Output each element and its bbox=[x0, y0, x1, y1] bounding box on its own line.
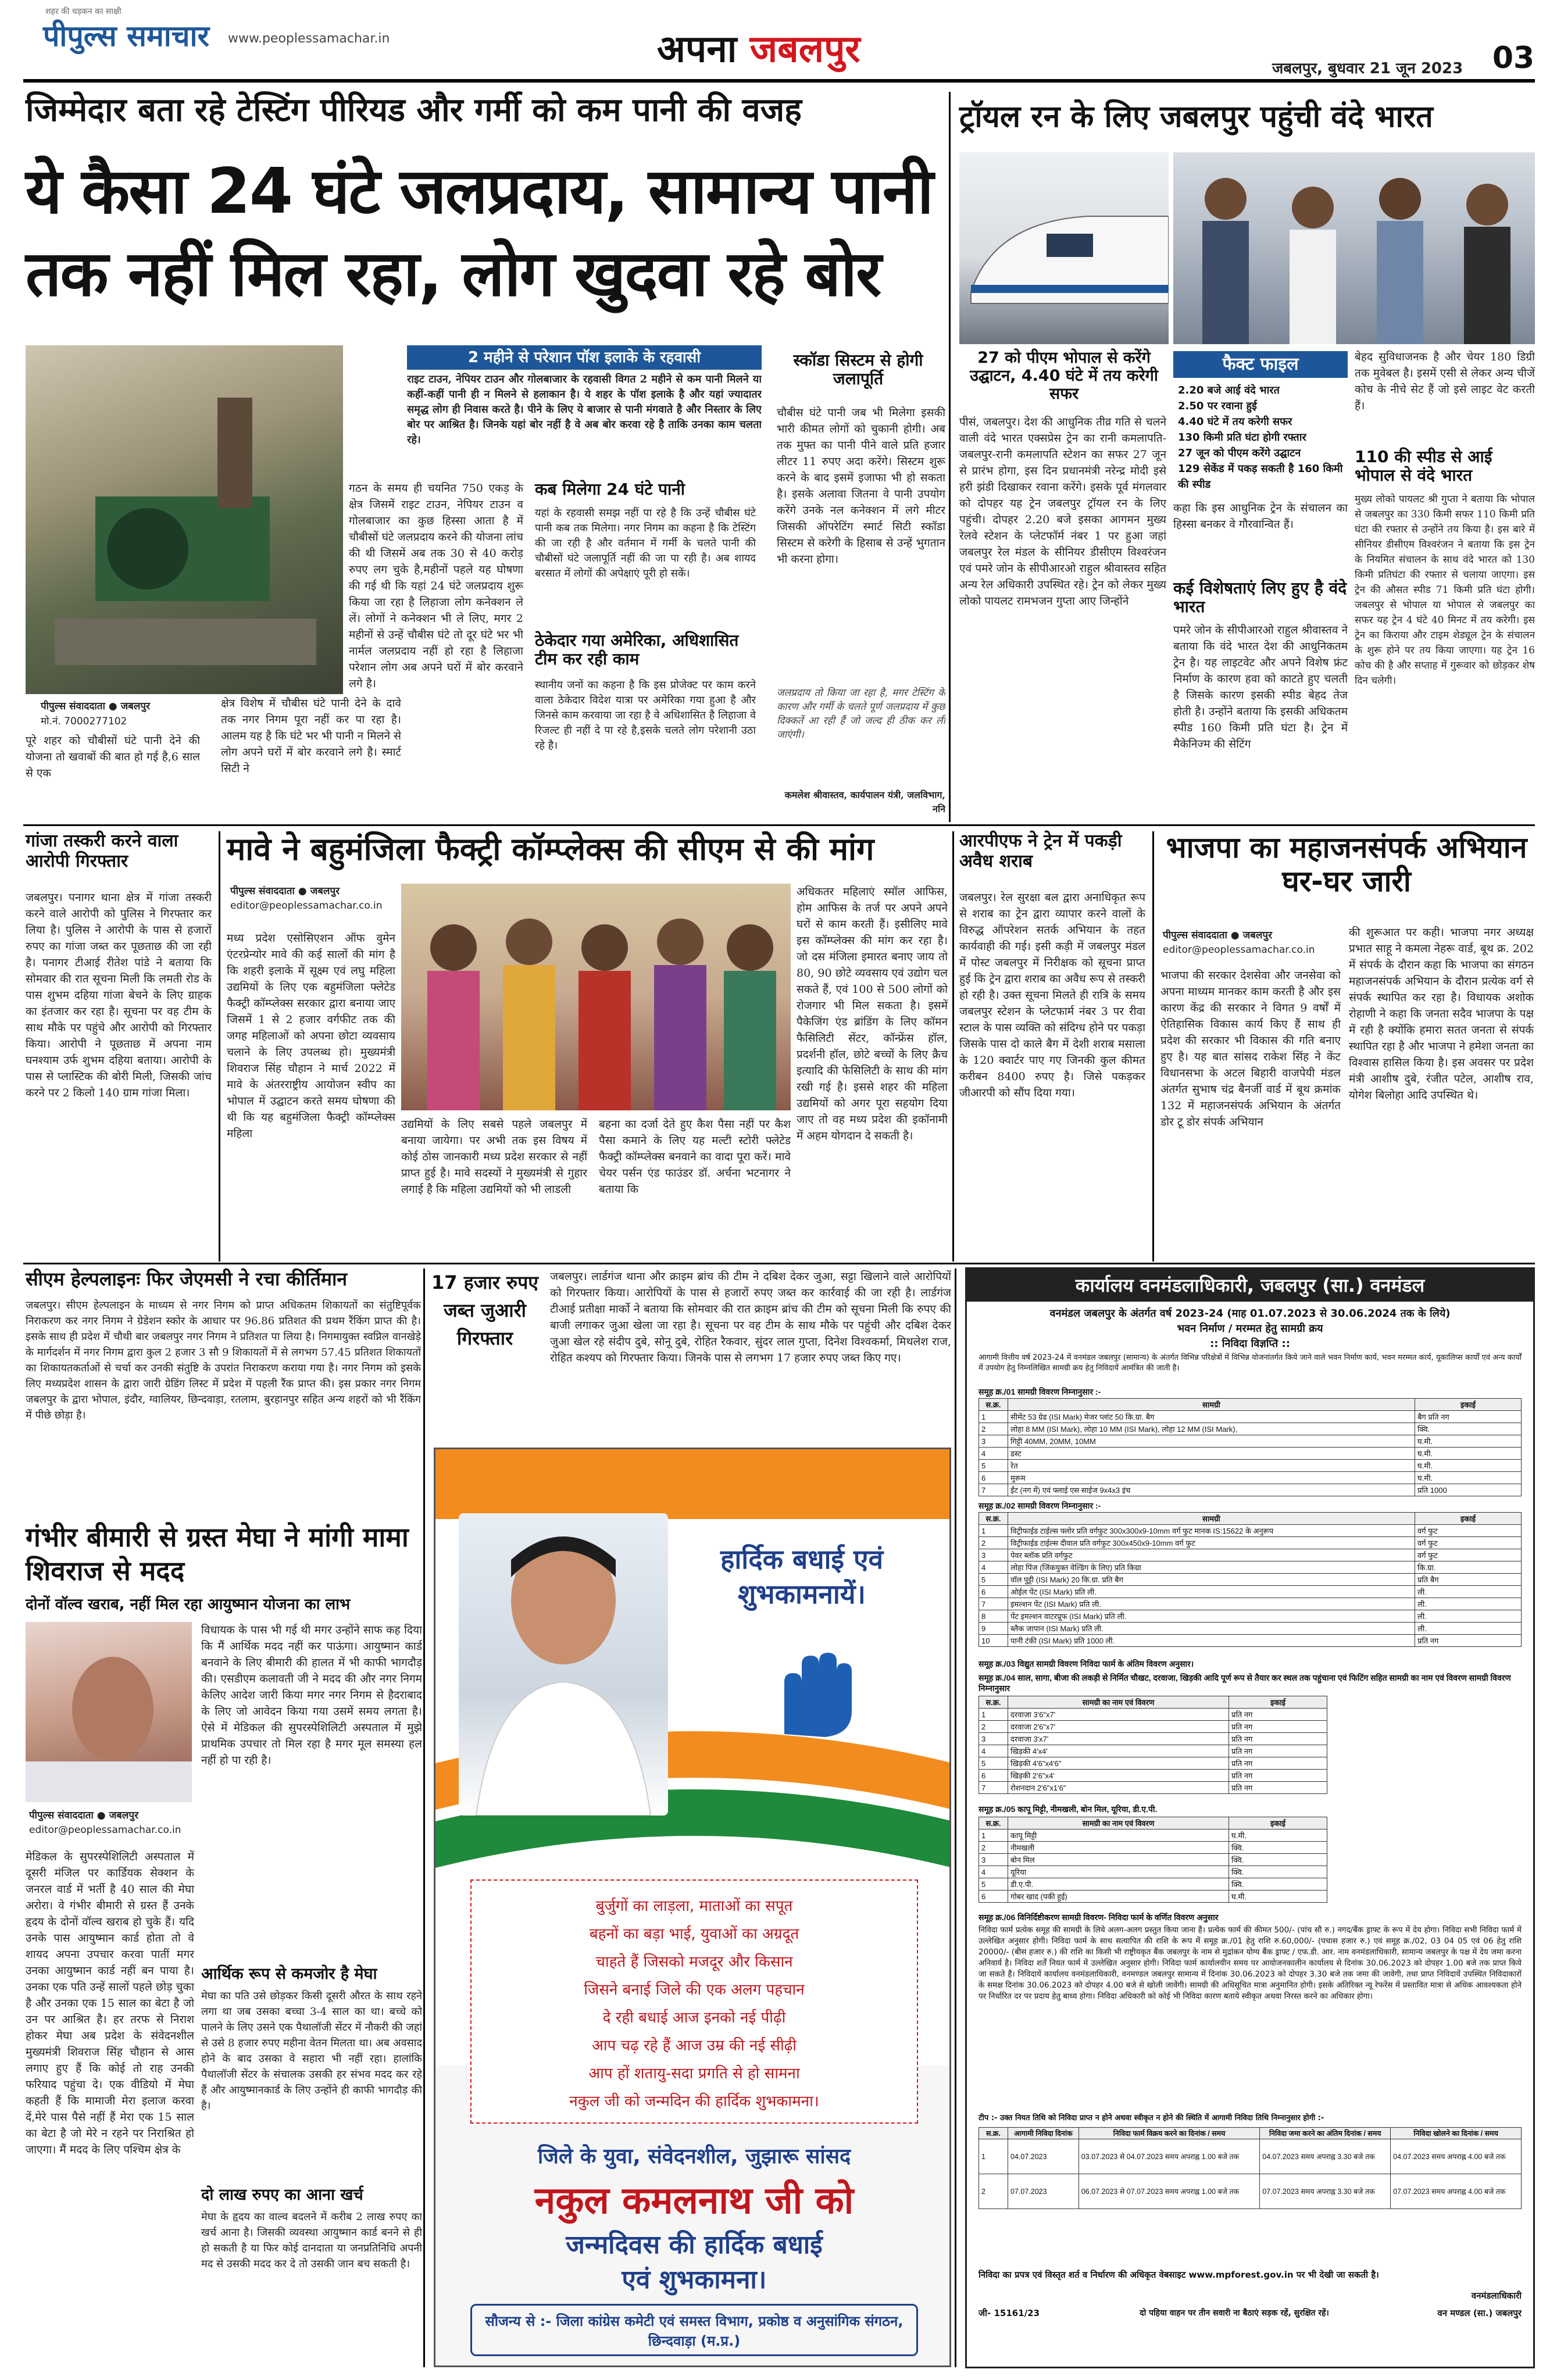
vande-sub2: कई विशेषताएं लिए हुए है वंदे भारत bbox=[1173, 578, 1347, 617]
tender-ref: जी- 15161/23 bbox=[979, 2308, 1040, 2318]
group1-title: समूह क्र./01 सामग्री विवरण निम्नानुसार :- bbox=[979, 1387, 1101, 1396]
table-row: 6 ओईल पेंट (ISI Mark) प्रति ली. ली. bbox=[979, 1586, 1522, 1598]
gamblers-box: 17 हजार रुपए जब्त जुआरी गिरफ्तार bbox=[431, 1271, 538, 1349]
group1-table bbox=[979, 1398, 1522, 1496]
table-row: 3 गिट्टी 40MM, 20MM, 10MM घ.मी. bbox=[979, 1435, 1522, 1448]
table-row: 6 गोबर खाद (पकी हुई) घ.मी. bbox=[979, 1891, 1327, 1903]
lead-phone: मो.नं. 7000277102 bbox=[41, 716, 127, 727]
table-row: 2 नीमखली क्वि. bbox=[979, 1842, 1327, 1854]
vande-photo-train bbox=[959, 152, 1169, 344]
group6-title: समूह क्र./06 विनिर्दिष्टीकरण सामग्री विवरण- निविदा फार्म के वर्णित विवरण अनुसार bbox=[979, 1913, 1219, 1922]
vande-sub3: 110 की स्पीड से आई भोपाल से वंदे भारत bbox=[1355, 447, 1492, 485]
table-row: 4 डस्ट घ.मी. bbox=[979, 1448, 1522, 1460]
tender-line2: भवन निर्माण / मरम्मत हेतु सामग्री क्रय bbox=[1177, 1323, 1323, 1335]
poem-line: दे रही बधाई आज इनको नई पीढ़ी bbox=[602, 2009, 786, 2027]
lead-sub2-text: स्थानीय जनों का कहना है कि इस प्रोजेक्ट पर काम करने वाला ठेकेदार विदेश यात्रा पर अमेरिका गया हुआ है और जिनसे काम करवाया जा रहा है वे अधिशासित है लिहाजा वे रिजल्ट ही नहीं दे पा रहे है,इसके चलते लोग परेशानी उठा रहे है। bbox=[535, 679, 756, 752]
rule-rpf bbox=[1152, 831, 1154, 1262]
birthday-ad bbox=[434, 1448, 951, 2367]
poem-line: बहनों का बड़ा भाई, युवाओं का अग्रदूत bbox=[589, 1925, 799, 1943]
group5-table bbox=[979, 1817, 1327, 1903]
bjp-byline: पीपुल्स संवाददाता ● जबलपुर bbox=[1163, 930, 1273, 941]
rule-mid2 bbox=[23, 1263, 1535, 1264]
table-row: 5 डी.ए.पी. क्वि. bbox=[979, 1878, 1327, 1891]
table-row: 6 मुरूम घ.मी. bbox=[979, 1472, 1522, 1484]
fact-item: 2.50 पर रवाना हुई bbox=[1178, 400, 1257, 412]
newspaper-logo[interactable]: पीपुल्स समाचार bbox=[43, 19, 209, 53]
vande-text5: मुख्य लोको पायलट श्री गुप्ता ने बताया कि भोपाल से जबलपुर का 330 किमी सफर 110 किमी प्रति घंटा की रफ्तार से उन्होंने तय किया है। इस बारे में सीनियर डीसीएम विश्वरंजन ने बताया कि इस ट्रेन के नियमित संचालन के साथ वंदे भारत को 130 किमी प्रतिघंटा की रफ्तार से चलाया जाएगा। इस ट्रेन की औसत स्पीड 71 किमी प्रति घंटा होगी। जबलपुर से भोपाल या भोपाल से जबलपुर का सफर यह ट्रेन 4 घंटे 40 मिनट में तय करेगी। इस ट्रेन का किराया और टाइम शेड्यूल ट्रेन के संचालन के शुरू होने पर तय किया जाएगा। यह ट्रेन 16 कोच की है और सप्ताह में गुरूवार को छोड़कर शेष दिन चलेगी। bbox=[1355, 494, 1535, 687]
page-number: 03 bbox=[1487, 41, 1540, 76]
officials-illustration bbox=[1173, 152, 1535, 344]
skoda-text: चौबीस घंटे पानी जब भी मिलेगा इसकी भारी कीमत लोगों को चुकानी होगी। अब तक मुफ्त का पानी पीने वाले प्रति हजार लीटर 11 रुपए अदा करेंगे। सिस्टम शुरू करने के बाद इसमें इजाफा भी हो सकता है। इसके अलावा जितना वे पानी उपयोग करेंगे उनके नल कनेक्शन में लगे मीटर जिसकी ऑपरेटिंग स्मार्ट सिटी स्कॉडा सिस्टम से करेगी के हिसाब से उन्हें भुगतान भी करना होगा। bbox=[777, 406, 945, 566]
masthead-rule bbox=[23, 79, 1535, 83]
tender-note: टीप :- उक्त नियत तिथि को निविदा प्राप्त न होने अथवा स्वीकृत न होने की स्थिति में आगामी निविदा तिथि निम्नानुसार होगी :- bbox=[979, 2114, 1324, 2122]
logo-tagline: शहर की धड़कन का साक्षी bbox=[45, 7, 122, 16]
ad-line2: जन्मदिवस की हार्दिक बधाई bbox=[566, 2230, 823, 2260]
group4-header: स.क्र. सामग्री का नाम एवं विवरण इकाई bbox=[979, 1696, 1327, 1709]
group3-title: समूह क्र./03 विद्युत सामग्री विवरण निविदा फार्म के अंतिम विवरण अनुसार। bbox=[979, 1659, 1194, 1668]
megha-sub3: दो लाख रुपए का आना खर्च bbox=[201, 2186, 363, 2204]
mave-headline: मावे ने बहुमंजिला फैक्ट्री कॉम्प्लेक्स की सीएम से की मांग bbox=[227, 831, 874, 867]
table-row: 10 पानी टंकी (ISI Mark) प्रति 1000 ली. प्रति नग bbox=[979, 1635, 1522, 1647]
ad-poem-box bbox=[470, 1879, 918, 2124]
fact-item: 129 सेकेंड में पकड़ सकती है 160 किमी की स्पीड bbox=[1178, 463, 1343, 491]
tender-slogan: दो पहिया वाहन पर तीन सवारी ना बैठाएं सड़क रहें, सुरक्षित रहें। bbox=[1140, 2308, 1329, 2318]
table-row: 7 रोशनदान 2'6"x1'6" प्रति नग bbox=[979, 1782, 1327, 1794]
table-row: 3 दरवाजा 3'x7' प्रति नग bbox=[979, 1733, 1327, 1745]
table-row: 3 पेवर ब्लॉक प्रति वर्गफुट वर्ग फुट bbox=[979, 1549, 1522, 1561]
table-row: 6 खिड़की 2'6"x4' प्रति नग bbox=[979, 1770, 1327, 1782]
table-row: 5 वॉल पुट्टी (ISI Mark) 20 कि.ग्रा. प्रति बैग प्रति बैग bbox=[979, 1574, 1522, 1586]
rpf-text: जबलपुर। रेल सुरक्षा बल द्वारा अनाधिकृत रूप से शराब का ट्रेन द्वारा व्यापार करने वालों के विरुद्ध ऑपरेशन सतर्क अभियान के तहत कार्यवाही की गई। इसी कड़ी में जबलपुर मंडल में पोस्ट जबलपुर में निरीक्षक को सूचना प्राप्त हुई कि ट्रेन द्वारा शराब का अवैध रूप से तस्करी हो रही है। उक्त सूचना मिलते ही रात्रि के समय जबलपुर स्टेशन के प्लेटफार्म नंबर 3 पर रीवा स्टाल के पास व्यक्ति को संदिग्ध होने पर पकड़ा जिसके पास दो काले बैग में देशी शराब मसाला के 120 क्वार्टर पाए गए जिनकी कुल कीमत करीबन 8400 रुपए है। जिसे पकड़कर जीआरपी को सौंप दिया गया। bbox=[959, 891, 1145, 1099]
lead-headline-line1: ये कैसा 24 घंटे जलप्रदाय, सामान्य पानी bbox=[26, 155, 933, 228]
section-title-a: अपना bbox=[657, 28, 737, 71]
tender-notice bbox=[965, 1267, 1535, 2368]
table-row: 2 लोहा 8 MM (ISI Mark), लोहा 10 MM (ISI Mark), लोहा 12 MM (ISI Mark), क्वि. bbox=[979, 1423, 1522, 1435]
ad-line1: जिले के युवा, संवेदनशील, जुझारू सांसद bbox=[537, 2145, 851, 2168]
ganja-text: जबलपुर। पनागर थाना क्षेत्र में गांजा तस्करी करने वाले आरोपी को पुलिस ने गिरफ्तार कर लिया है। पुलिस ने आरोपी के पास से हजारों रुपए का गांजा जब्त कर पूछताछ की जा रही है। पनागर टीआई रीतेश पांडे ने बताया कि सोमवार की रात सूचना मिली कि लमती रोड के पास शुभम दहिया गांजा बेचने के लिए ग्राहक का इंतजार कर रहा है। सूचना पर वह टीम के साथ मौके पर पहुंचे और आरोपी को गिरफ्तार किया। आरोपी ने पूछताछ में अपना नाम घनश्याम उर्फ शुभम दहिया बताया। आरोपी के पास से प्लास्टिक की बोरी मिली, जिसकी जांच करने पर 2 किलो 140 ग्राम गांजा मिला। bbox=[26, 891, 212, 1099]
table-row: 5 रेत घ.मी. bbox=[979, 1460, 1522, 1472]
table-row: 7 इमल्शन पेंट (ISI Mark) प्रति ली. ली. bbox=[979, 1598, 1522, 1610]
section-title-b: जबलपुर bbox=[749, 28, 860, 71]
tender-sign1: वनमंडलाधिकारी bbox=[1471, 2290, 1522, 2301]
group-illustration bbox=[401, 884, 791, 1110]
megha-photo bbox=[26, 1622, 192, 1802]
dates-header: स.क्र. आगामी निविदा दिनांक निविदा फार्म विक्रय करने का दिनांक / समय निविदा जमा करने का अंतिम दिनांक / समय निविदा खोलने का दिनांक / समय bbox=[979, 2128, 1522, 2139]
table-row: 8 पेंट इमल्शन वाटरप्रूफ (ISI Mark) प्रति ली. ली. bbox=[979, 1610, 1522, 1623]
table-row: 1 सीमेंट 53 ग्रेड (ISI Mark) मेजर प्लांट 50 कि.ग्रा. बैग बैग प्रति नग bbox=[979, 1411, 1522, 1423]
patient-illustration bbox=[26, 1622, 192, 1802]
megha-sub: दोनों वॉल्व खराब, नहीं मिल रहा आयुष्मान योजना का लाभ bbox=[26, 1596, 351, 1613]
lead-sub2: ठेकेदार गया अमेरिका, अधिशासित टीम कर रही काम bbox=[535, 631, 739, 669]
cm-text: जबलपुर। सीएम हेल्पलाइन के माध्यम से नगर निगम को प्राप्त अधिकतम शिकायतों का संतुष्टिपूर्वक निराकरण कर नगर निगम ने ग्रेडेशन स्कोर के आधार पर 96.86 प्रतिशत की प्रथम रैंकिंग प्राप्त की है। इसके साथ ही प्रदेश में चौथी बार जबलपुर नगर निगम ने प्रतिशत पा लिया है। निगमायुक्त स्वप्निल वानखेड़े के मार्गदर्शन में नगर निगम द्वारा कुल 2 हजार 3 सौ 9 शिकायतों में से लगभग 57.45 प्रतिशत शिकायतों का शिकायतकर्ताओं से चर्चा कर उनकी संतुष्टि के उपरांत निराकरण कराया गया है। नगर निगम को इसके लिए मध्यप्रदेश शासन के द्वारा जारी ग्रेडिंग लिस्ट में प्रदेश में पहली रैंक प्राप्त की। इस प्रकार नगर निगम जबलपुर के द्वारा भोपाल, इंदौर, ग्वालियर, छिन्दवाड़ा, रतलाम, बुरहानपुर सहित अन्य शहरों को भी रैंकिंग में पीछे छोड़ा है। bbox=[26, 1299, 421, 1421]
megha-sub2: आर्थिक रूप से कमजोर है मेघा bbox=[201, 1965, 377, 1983]
table-row: 9 ब्लैक जापान (ISI Mark) प्रति ली. ली. bbox=[979, 1623, 1522, 1635]
poem-line: चाहते हैं जिसको मजदूर और किसान bbox=[595, 1953, 793, 1971]
mave-text2: उद्यमियों के लिए सबसे पहले जबलपुर में बनाया जायेगा। पर अभी तक इस विषय में कोई ठोस जानकारी मध्य प्रदेश सरकार से नहीं प्राप्त हुई है। मावे सदस्यों ने मुख्यमंत्री से गुहार लगाई है कि महिला उद्यमियों को भी लाडली bbox=[401, 1118, 587, 1196]
bjp-email[interactable]: editor@peoplessamachar.co.in bbox=[1163, 944, 1315, 956]
group5-title: समूह क्र./05 कापू मिट्टी, नीमखली, बोन मिल, यूरिया, डी.ए.पी. bbox=[979, 1804, 1158, 1814]
poem-line: आप चढ़ रहे हैं आज उम्र की नई सीढ़ी bbox=[591, 2037, 797, 2054]
ad-portrait bbox=[459, 1513, 668, 1816]
mave-text3: बहना का दर्जा देते हुए कैश पैसा नहीं पर कैश पैसा कमाने के लिए यह मल्टी स्टोरी फ्लेटेड फैक्ट्री कॉम्प्लेक्स बनवाने का वादा पूरा करें। मावे चेयर पर्सन एंड फाउंडर डॉ. अर्चना भटनागर ने बताया कि bbox=[599, 1118, 791, 1196]
tender-office: कार्यालय वनमंडलाधिकारी, जबलपुर (सा.) वनमंडल bbox=[967, 1269, 1533, 1302]
bjp-headline: भाजपा का महाजनसंपर्क अभियान घर-घर जारी bbox=[1166, 831, 1527, 898]
lead-col2: क्षेत्र विशेष में चौबीस घंटे पानी देने के दावे तक नगर निगम पूरा नहीं कर पा रहा है। आलम यह है कि घंटे भर भी पानी न मिलने से लोग अपने घरों में बोर करवाने लगे है। स्मार्ट सिटी ने bbox=[221, 697, 401, 775]
vande-text4: बेहद सुविधाजनक है और चेयर 180 डिग्री तक मुवेबल है। इसमें एसी से लेकर अन्य चीजें कोच के नीचे सेट हैं जो इसे लाइट वेट करती हैं। bbox=[1355, 351, 1535, 412]
portrait-illustration bbox=[459, 1513, 668, 1816]
dates-table bbox=[979, 2127, 1522, 2209]
mave-text1: मध्य प्रदेश एसोसिएशन ऑफ वुमेन एंटरप्रेन्योर मावे की कई सालों की मांग है कि शहरी इलाके में सूक्ष्म एवं लघु महिला उद्यमियों के लिए एक बहुमंजिला फ्लेटेड फैक्ट्री कॉम्प्लेक्स सरकार द्वारा बनाया जाए जिसमें 1 से 2 हजार वर्गफीट तक की जगह महिलाओं को अपना छोटा व्यवसाय चलाने के लिए उपलब्ध हो। मुख्यमंत्री शिवराज सिंह चौहान ने मार्च 2022 में मावे के अंतरराष्ट्रीय आयोजन स्वीप का भोपाल में उद्घाटन करते समय घोषणा की थी कि यह बहुमंजिला फैक्ट्री कॉम्प्लेक्स महिला bbox=[227, 932, 395, 1140]
megha-text1: मेडिकल के सुपरस्पेशिलिटी अस्पताल में दूसरी मंजिल पर कार्डियक सेक्शन के जनरल वार्ड में भर्ती है 40 साल की मेघा अरोरा। वे गंभीर बीमारी से ग्रस्त हैं उनके हृदय के दोनों वॉल्व खराब हो चुके हैं। यदि उनके पास आयुष्मान कार्ड होता तो वे शायद अपना उपचार करवा पातीं मगर उनका आयुष्मान कार्ड नहीं बन पाया है। उनका एक पति उन्हें सालों पहले छोड़ चुका है और उनका एक 15 साल का बेटा है जो उन पर आश्रित है। हर तरफ से निराश होकर मेघा अब प्रदेश के संवेदनशील मुख्यमंत्री शिवराज सिंह चौहान से आस लगाए हुए हैं कि कोई तो राह उनकी फरियाद पहुंचा दे। एक वीडियो में मेघा कहती हैं कि मामाजी मेरा इलाज करवा दें,मेरे पास पैसे नहीं हैं मेरा एक 15 साल का बेटा है जो मेरे न रहने पर निराश्रित हो जाएगा। मैं मदद के लिए पश्चिम क्षेत्र के bbox=[26, 1850, 194, 2156]
bjp-text2: की शुरूआत पर कही। भाजपा नगर अध्यक्ष प्रभात साहू ने कमला नेहरू वार्ड, बूथ क्र. 202 में संपर्क के दौरान कहा कि भाजपा का संगठन महाजनसंपर्क अभियान के दौरान प्रत्येक वर्ग से संपर्क स्थापित कर रहा है। विधायक अशोक रोहाणी ने कहा कि जनता सदैव भाजपा के पक्ष में रही है क्योंकि हमारा सतत जनता से संपर्क स्थापित रहा है और भाजपा ने हमेशा जनता का विश्वास हासिल किया है। इस अवसर पर प्रदेश मंत्री आशीष दुबे, रंजीत पटेल, आशीष राव, योगेश बिलोहा आदि उपस्थित थे। bbox=[1349, 926, 1534, 1102]
vande-text2: कहा कि इस आधुनिक ट्रेन के संचालन का हिस्सा बनकर वे गौरवान्वित हैं। bbox=[1173, 502, 1348, 531]
table-row: 1 विट्रीफाईड टाईल्स फ्लोर प्रति वर्गफुट 300x300x9-10mm वर्ग फुट मानक IS:15622 के अनुरूप वर्ग फुट bbox=[979, 1525, 1522, 1537]
lead-band-title: 2 महीने से परेशान पॉश इलाके के रहवासी bbox=[407, 345, 762, 370]
hand-symbol-icon bbox=[749, 1641, 866, 1740]
poem-line: आप हों शतायु-सदा प्रगति से हो सामना bbox=[588, 2065, 800, 2082]
ad-greeting: हार्दिक बधाई एवं शुभकामनायें। bbox=[720, 1543, 884, 1610]
lead-headline-line2: तक नहीं मिल रहा, लोग खुदवा रहे बोर bbox=[26, 238, 881, 310]
tender-intro: आगामी वित्तीय वर्ष 2023-24 में वनमंडल जबलपुर (सामान्य) के अंतर्गत विभिन्न परिक्षेत्रों में विभिन्न योजनांतर्गत किये जाने वाले भवन निर्माण कार्य, भवन मरम्मत कार्य, यूकालिप्स कार्यों एवं अन्य कार्यों में उपयोग हेतु निम्नलिखित सामग्री क्रय हेतु निविदायें आमंत्रित की जाती है। bbox=[979, 1353, 1522, 1373]
group2-title: समूह क्र./02 सामग्री विवरण निम्नानुसार :- bbox=[979, 1501, 1101, 1510]
tender-sign2: वन मण्डल (सा.) जबलपुर bbox=[1437, 2308, 1522, 2318]
fact-item: 4.40 घंटे में तय करेगी सफर bbox=[1178, 416, 1292, 428]
bjp-text1: भाजपा की सरकार देशसेवा और जनसेवा को अपना माध्यम मानकर काम करती है और इस कारण केंद्र की सरकार ने विगत 9 वर्षों में ऐतिहासिक विकास कार्य किए हैं साथ ही प्रदेश की सरकार भी विकास की गति बनाए हुए है। यह बात सांसद राकेश सिंह ने केंट विधानसभा के अटल बिहारी वाजपेयी मंडल अंतर्गत सुभाष चंद्र बैनर्जी वार्ड में बूथ क्रमांक 132 में महाजनसंपर्क अभियान के अंतर्गत डोर टू डोर संपर्क अभियान bbox=[1160, 969, 1341, 1128]
ad-sponsor: सौजन्य से :- जिला कांग्रेस कमेटी एवं समस्त विभाग, प्रकोष्ठ व अनुसांगिक संगठन, छिन्दवाड़ा (म.प्र.) bbox=[470, 2304, 918, 2356]
fact-file-title: फैक्ट फाइल bbox=[1173, 351, 1348, 378]
tender-line1: वनमंडल जबलपुर के अंतर्गत वर्ष 2023-24 (माह 01.07.2023 से 30.06.2024 तक के लिये) bbox=[1049, 1307, 1451, 1320]
table-row: 4 यूरिया क्वि. bbox=[979, 1866, 1327, 1878]
cm-headline: सीएम हेल्पलाइनः फिर जेएमसी ने रचा कीर्तिमान bbox=[26, 1268, 347, 1290]
fact-item: 27 जून को पीएम करेंगे उद्घाटन bbox=[1178, 447, 1301, 459]
lead-col1: पूरे शहर को चौबीसों घंटे पानी देने की योजना तो खवाबों की बात हो गई है,6 साल से एक bbox=[26, 734, 200, 780]
lead-kicker: जिम्मेदार बता रहे टेस्टिंग पीरियड और गर्मी को कम पानी की वजह bbox=[26, 91, 802, 129]
skoda-headline: स्कॉडा सिस्टम से होगी जलापूर्ति bbox=[793, 351, 923, 389]
lead-band-text: राइट टाउन, नेपियर टाउन और गोलबाजार के रहवासी विगत 2 महीने से कम पानी मिलने या कहीं-कहीं पानी ही न मिलने से हलाकान है। ये शहर के पॉश इलाके है और यहां ज्यादातर समृद्ध लोग ही निवास करते है। पीने के लिए ये बाजार से पानी मंगवाते है और निस्तार के लिए बोर पर आश्रित है। जिनके यहां बोर नहीं है वे अब बोर करवा रहे है ताकि उनका काम चलता रहे। bbox=[407, 373, 762, 446]
tender-website[interactable]: निविदा का प्रपत्र एवं विस्तृत शर्त व निर्धारण की अधिकृत वेबसाइट www.mpforest.gov.in पर भी देखी जा सकती है। bbox=[979, 2270, 1379, 2280]
megha-text3: मेघा का पति उसे छोड़कर किसी दूसरी औरत के साथ रहने लगा था जब उसका बच्चा 3-4 साल का था। बच्चे को पालने के लिए उसने एक पैथालॉजी सेंटर में नौकरी की जहां से उसे 8 हजार रुपए महीना वेतन मिलता था। अब अवसाद होने के बाद उसका वे सहारा भी नहीं रहा। हालांकि पैथालॉजी सेंटर के संचालक उसकी हर संभव मदद कर रहे हैं और आयुष्मानकार्ड के लिए उन्होंने ही काफी भागदौड़ की है। bbox=[201, 1990, 422, 2112]
megha-text4: मेघा के हृदय का वाल्व बदलने में करीब 2 लाख रुपए का खर्च आना है। जिसकी व्यवस्था आयुष्मान कार्ड बनने से ही हो सकती है या फिर कोई दानदाता या जनप्रतिनिधि अपनी मद से उसकी मदद कर दे तो उसकी जान बच सकती है। bbox=[201, 2211, 422, 2270]
issue-date: जबलपुर, बुधवार 21 जून 2023 bbox=[1272, 60, 1463, 77]
group4-table bbox=[979, 1696, 1327, 1794]
rule-ad-right bbox=[955, 1268, 956, 2367]
vande-text: पीसं, जबलपुर। देश की आधुनिक तीव्र गति से चलने वाली वंदे भारत एक्सप्रेस ट्रेन का रानी कमलापति-जबलपुर-रानी कमलापति स्टेशन का सफर 27 जून से प्रारंभ होगा, इस दिन प्रधानमंत्री नरेन्द्र मोदी इसे हरी झंडी दिखाकर रवाना करेंगे। इसके पूर्व मंगलवार को दोपहर यह ट्रेन जबलपुर ट्रॉयल रन के लिए पहुंची। दोपहर 2.20 बजे इसका आगमन मुख्य रेलवे स्टेशन के प्लेटफॉर्म नंबर 1 पर हुआ जहां जबलपुर रेल मंडल के सीनियर डीसीएम विश्वरंजन एवं पमरे जोन के सीपीआरओ राहुल श्रीवास्तव सहित अन्य रेल अधिकारी उपस्थित रहे। ट्रेन को लेकर मुख्य लोको पायलट रामभजन गुप्ता आए जिन्होंने bbox=[959, 416, 1166, 607]
quote-text: जलप्रदाय तो किया जा रहा है, मगर टेस्टिंग के कारण और गर्मी के चलते पूर्ण जलप्रदाय में कुछ दिक्कतें आ रही हैं जो जल्द ही ठीक कर ली जाएंगी। bbox=[777, 687, 945, 741]
lead-col3: गठन के समय ही चयनित 750 एकड़ के क्षेत्र जिसमें राइट टाउन, नेपियर टाउन व गोलबाजार का कुछ हिस्सा आता है में चौबीसों घंटे जलप्रदाय करने की योजना लांच की थी जिसमें अब तक 30 से 40 करोड़ रुपए लग चुके है,महीनों पहले यह घोषणा की गई थी कि यहां 24 घंटे जलप्रदाय शुरू किया जा रहा है लिहाजा लोग कनेक्शन ले लें। लोगों ने कनेक्शन भी ले लिए, मगर 2 महीनों से उन्हें चौबीस घंटे तो दूर घंटे भर भी नार्मल जलप्रदाय नहीं हो रहा है लिहाजा परेशान लोग अब अपने घरों में बोर करवाने लगे है। bbox=[349, 482, 523, 690]
poem-line: जिसने बनाई जिले की एक अलग पहचान bbox=[584, 1981, 805, 1999]
megha-headline: गंभीर बीमारी से ग्रस्त मेघा ने मांगी मामा शिवराज से मदद bbox=[26, 1521, 409, 1586]
group1-header: स.क्र. सामग्री इकाई bbox=[979, 1399, 1522, 1411]
tender-line3: :: निविदा विज्ञप्ति :: bbox=[1210, 1338, 1290, 1350]
group5-header: स.क्र. सामग्री का नाम एवं विवरण इकाई bbox=[979, 1817, 1327, 1829]
mave-photo-group bbox=[401, 884, 791, 1110]
group6-text: निविदा फार्म प्रत्येक समूह की सामग्री के लिये अलग-अलग प्रस्तुत किया जाना है। प्रत्येक फार्म की कीमत 500/- (पांच सौ रु.) नगद/बैंक ड्राफ्ट के रूप में देय होगा। निविदा सभी निविदा फार्म में उल्लेखित अनुसार होगी। निविदा फार्म के साथ सत्यापित की राशि के रूप में समूह क्र./01 हेतु राशि रु.60,000/- (पचास हजार रु.) एवं समूह क्र./02, 03 04 05 एवं 06 हेतु राशि 20000/- (बीस हजार रु.) की राशि का किसी भी राष्ट्रीयकृत बैंक जबलपुर के नाम से मुद्रांकन योग्य बैंक ड्राफ्ट / एफ.डी. आर. नाम वनमंडलाधिकारी, सामान्य जबलपुर के पक्ष में देय जमा करना अनिवार्य है। निविदा शर्तें नियत फार्म में उल्लेखित अनुसार होगी। निविदा फार्म कार्यालयीन समय पर आयोजनकालीन कार्यालय से दिनांक 30.06.2023 को दोपहर 1.00 बजे तक प्राप्त किये जा सकते हैं। निविदायें कार्यालय वनमंडलाधिकारी, वनमण्डल जबलपुर सामान्य में दिनांक 30.06.2023 को दोपहर 3.30 बजे तक जमा की जावेगी, तथा प्राप्त निविदायें उपस्थित निविदाकारों के समक्ष दिनांक 30.06.2023 को दोपहर 4.00 बजे से खोली जावेंगी। सामग्री की अधिसूचित मात्रा अनुमानित होगी। इसके अतिरिक्त न्यू रेफरेंस में प्रस्तावित मात्रा से अधिक आवश्यकता होने पर निर्धारित दर पर प्रदाय हेतु बाध्य होगा। निविदा अधिकारी को कोई भी निविदा कारण बताये स्वीकृत अथवा निरस्त करने का अधिकार होगा। bbox=[979, 1925, 1522, 2001]
table-row: 2 दरवाजा 2'6"x7' प्रति नग bbox=[979, 1721, 1327, 1733]
quote-author: कमलेश श्रीवास्तव, कार्यपालन यंत्री, जलविभाग, ननि bbox=[784, 789, 945, 814]
ad-name: नकुल कमलनाथ जी को bbox=[534, 2179, 854, 2222]
fact-item: 2.20 बजे आई वंदे भारत bbox=[1178, 384, 1280, 396]
group4-title: समूह क्र./04 साल, सागा, बीजा की लकड़ी से निर्मित चौखट, दरवाजा, खिड़की आदि पूर्ण रूप से तैयार कर स्थल तक पहुंचाना एवं फिटिंग सहित सामग्री का नाम एवं विवरण सामग्री विवरण निम्नानुसार bbox=[979, 1673, 1511, 1693]
table-row: 2 07.07.2023 06.07.2023 से 07.07.2023 समय अपराह्न 1.00 बजे तक 07.07.2023 समय अपराह्न 3.30 बजे तक 07.07.2023 समय अपराह्न 4.00 बजे तक bbox=[979, 2174, 1522, 2209]
mave-email[interactable]: editor@peoplessamachar.co.in bbox=[230, 900, 383, 912]
lead-sub1-text: यहां के रहवासी समझ नहीं पा रहे है कि उन्हें चौबीस घंटे पानी कब तक मिलेगा। नगर निगम का कहना है कि टेस्टिंग की जा रही है और वर्तमान में गर्मी के चलते पानी की चौबीसों घंटे जलापूर्ति नहीं की जा पा रही है। अब शायद बरसात में लोगों की अपेक्षाएं पूरी हो सकें। bbox=[535, 507, 756, 580]
fact-list bbox=[1178, 383, 1347, 492]
group2-header: स.क्र. सामग्री इकाई bbox=[979, 1513, 1522, 1525]
train-illustration bbox=[959, 152, 1169, 344]
rule-left-block bbox=[423, 1268, 425, 2367]
rpf-headline: आरपीएफ ने ट्रेन में पकड़ी अवैध शराब bbox=[959, 831, 1122, 871]
rule-ganja bbox=[219, 831, 220, 1262]
fact-item: 130 किमी प्रति घंटा होगी रफ्तार bbox=[1178, 431, 1306, 444]
megha-email[interactable]: editor@peoplessamachar.co.in bbox=[29, 1824, 181, 1836]
pump-illustration bbox=[26, 345, 343, 694]
masthead bbox=[0, 0, 1557, 78]
poem-line: बुर्जुगों का लाड़ला, माताओं का सपूत bbox=[595, 1897, 793, 1915]
lead-sub1: कब मिलेगा 24 घंटे पानी bbox=[535, 480, 685, 499]
rule-lead-right bbox=[949, 92, 951, 822]
mave-byline: पीपुल्स संवाददाता ● जबलपुर bbox=[230, 885, 340, 897]
table-row: 5 खिड़की 4'6"x4'6" प्रति नग bbox=[979, 1757, 1327, 1770]
lead-photo-water-pump bbox=[26, 345, 343, 694]
gamblers-text: जबलपुर। लार्डगंज थाना और क्राइम ब्रांच की टीम ने दबिश देकर जुआ, सट्टा खिलाने वाले आरोपियों को गिरफ्तार किया। आरोपियों के पास से हजारों रुपए जब्त कर कार्रवाई की जा रही है। लार्डगंज टीआई प्रतीक्षा मार्को ने बताया कि सोमवार की रात क्राइम ब्रांच की टीम को सूचना मिली कि रुपए की बाजी लगाकर जुआ खेला जा रहा है। सूचना पर वह टीम के साथ मौके पर पहुंची और दबिश देकर जुआ खेल रहे संदीप दुबे, सोनू दुबे, रोहित रैकवार, सुंदर लाल गुप्ता, दिनेश विश्वकर्मा, मिथलेश राज, रोहित कश्यप को गिरफ्तार किया। जिनके पास से लगभग 17 हजार रुपए जब्त किए गए। bbox=[550, 1270, 951, 1364]
section-title bbox=[657, 22, 860, 73]
table-row: 3 बोन मिल क्वि. bbox=[979, 1854, 1327, 1866]
table-row: 4 लोहा पिंज (जिंकयुक्त वेल्डिंग के लिए) प्रति किग्रा कि.ग्रा. bbox=[979, 1561, 1522, 1574]
ganja-headline: गांजा तस्करी करने वाला आरोपी गिरफ्तार bbox=[26, 831, 178, 871]
table-row: 7 ईंट (नग में) एवं फ्लाई एस साईज 9x4x3 इंच प्रति 1000 bbox=[979, 1484, 1522, 1496]
lead-photo-credit: पीपुल्स संवाददाता ● जबलपुर bbox=[41, 701, 151, 712]
table-row: 4 खिड़की 4'x4' प्रति नग bbox=[979, 1745, 1327, 1757]
rule-mid1 bbox=[23, 824, 1535, 826]
megha-text2: विधायक के पास भी गई थी मगर उन्होंने साफ कह दिया कि मैं आर्थिक मदद नहीं कर पाऊंगा। आयुष्मान कार्ड बनवाने के लिए बीमारी की हालत में भी काफी भागदौड़ की। एसडीएम कलावती जी ने मदद की और नगर निगम केलिए आदेश जारी किया मगर नगर निगम से हैदराबाद के लिए जो आवेदन किया गया उसमें समय लगता है। ऐसे में मेडिकल की सुपरस्पेशिलिटी अस्पताल में मुझे प्राथमिक उपचार तो मिल रहा है मगर मूल समस्या हल नहीं हो पा रही है। bbox=[201, 1624, 422, 1767]
megha-byline: पीपुल्स संवाददाता ● जबलपुर bbox=[29, 1810, 139, 1821]
site-url[interactable]: www.peoplessamachar.in bbox=[228, 31, 390, 46]
rule-mave bbox=[952, 831, 954, 1262]
vande-headline: ट्रॉयल रन के लिए जबलपुर पहुंची वंदे भारत bbox=[959, 99, 1433, 134]
mave-text4: अधिकतर महिलाएं स्मॉल आफिस, होम आफिस के तर्ज पर अपने अपने घरों से काम करती हैं। इसीलिए मावे इस कॉम्प्लेक्स की मांग कर रहा है। जो दस मंजिला इमारत बनाए जाय तो 80, 90 छोटे व्यवसाय एवं उद्योग चल सकते हैं, एवं 100 से 500 लोगों को रोजगार भी मिल सकता है। इसमें पैकेजिंग एंड ब्रांडिंग के लिए कॉमन फैसिलिटी सेंटर, कॉन्फ्रेंस हॉल, प्रदर्शनी हॉल, छोटे बच्चों के लिए क्रैच इत्यादि की फेसिलिटी के साथ की मांग रखी गई है। इससे शहर की महिला उद्यमियों को अगर पूरा सहयोग दिया जाए तो वह मध्य प्रदेश की इकॉनामी में अहम योगदान दे सकती है। bbox=[797, 885, 948, 1142]
poem-line: नकुल जी को जन्मदिन की हार्दिक शुभकामना। bbox=[569, 2093, 819, 2110]
ad-line3: एवं शुभकामना। bbox=[622, 2265, 767, 2295]
table-row: 1 दरवाजा 3'6"x7' प्रति नग bbox=[979, 1709, 1327, 1721]
vande-photo-officials bbox=[1173, 152, 1535, 344]
table-row: 2 विट्रीफाईड टाईल्स दीवाल प्रति वर्गफुट 300x450x9-10mm वर्ग फुट वर्ग फुट bbox=[979, 1537, 1522, 1549]
vande-sub: 27 को पीएम भोपाल से करेंगे उद्घाटन, 4.40 घंटे में तय करेगी सफर bbox=[970, 349, 1158, 403]
table-row: 1 04.07.2023 03.07.2023 से 04.07.2023 समय अपराह्न 1.00 बजे तक 04.07.2023 समय अपराह्न 3.30 बजे तक 04.07.2023 समय अपराह्न 4.00 बजे तक bbox=[979, 2139, 1522, 2174]
vande-text3: पमरे जोन के सीपीआरओ राहुल श्रीवास्तव ने बताया कि वंदे भारत देश की आधुनिकतम ट्रेन है। यह लाइटवेट और अपने विशेष फ्रंट निर्माण के कारण हवा को काटते हुए चलती है जिसके कारण इसकी स्पीड बेहद तेज होती है। उन्होंने बताया कि इसकी अधिकतम स्पीड 160 किमी प्रति घंटा है। ट्रेन में मैकेनिज्म की सेटिंग bbox=[1173, 624, 1348, 751]
table-row: 1 कापू मिट्टी घ.मी. bbox=[979, 1829, 1327, 1842]
group2-table bbox=[979, 1512, 1522, 1647]
